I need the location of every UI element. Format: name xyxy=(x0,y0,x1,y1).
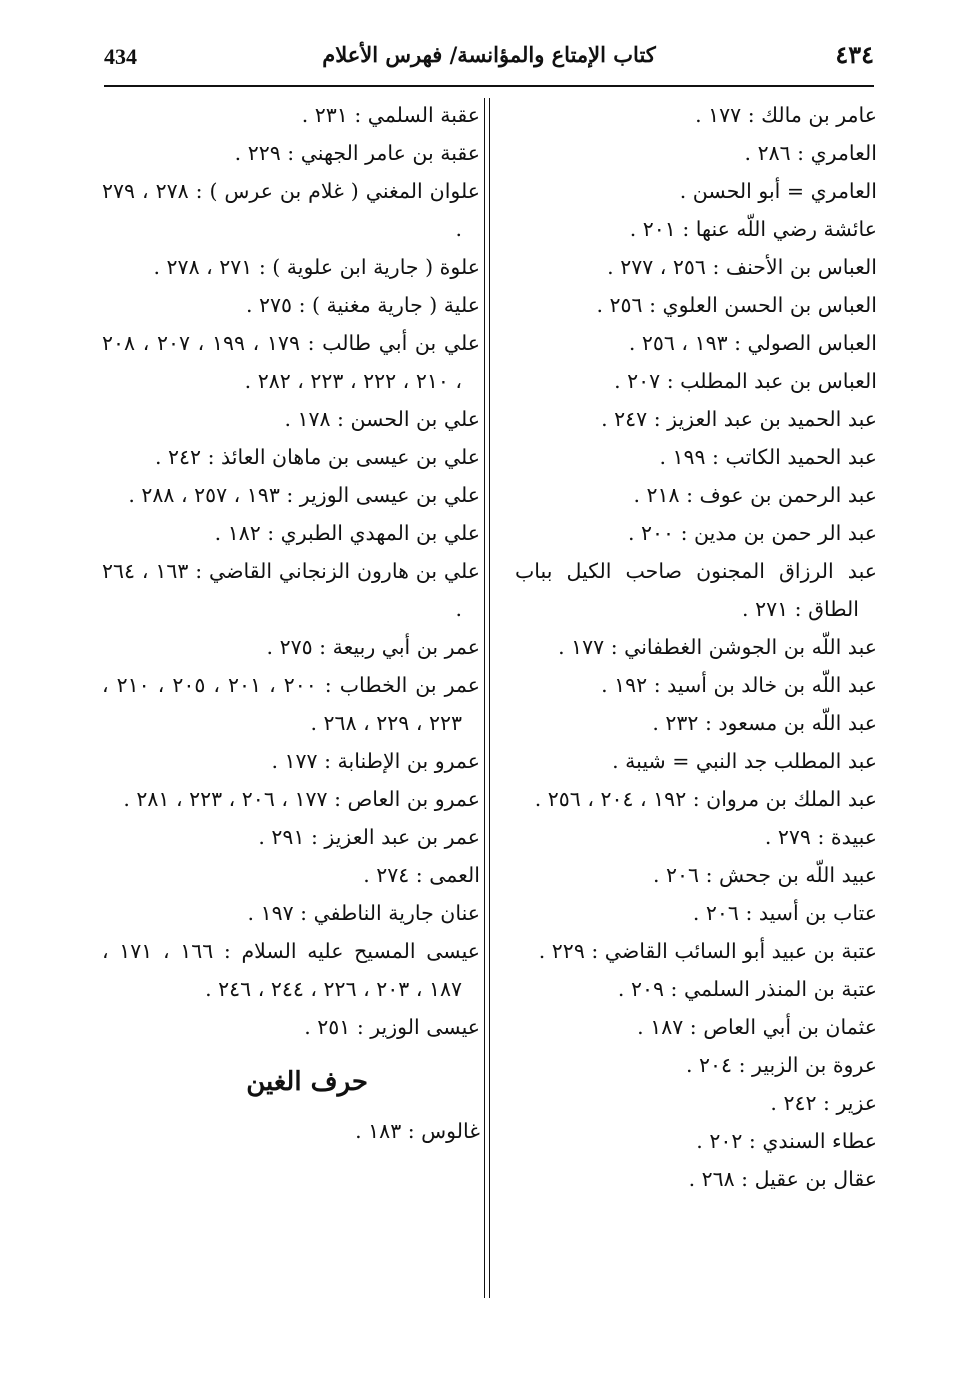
index-entry: عمر بن عبد العزيز : ٢٩١ . xyxy=(258,825,480,849)
index-entry: عامر بن مالك : ١٧٧ . xyxy=(695,103,877,127)
index-entry: عبد المطلب جد النبي = شيبة . xyxy=(612,749,877,773)
column-divider xyxy=(484,98,490,1298)
section-heading: حرف الغين xyxy=(246,1067,368,1097)
index-column-right xyxy=(515,96,877,1198)
index-entry: عقبة بن عامر الجهني : ٢٢٩ . xyxy=(234,141,480,165)
index-entry: عيسى الوزير : ٢٥١ . xyxy=(304,1015,480,1039)
index-entry: علي بن عيسى الوزير : ١٩٣ ، ٢٥٧ ، ٢٨٨ . xyxy=(128,483,480,507)
index-entry: علي بن الحسن : ١٧٨ . xyxy=(284,407,480,431)
page-header xyxy=(104,38,874,82)
index-entry: عزير : ٢٤٢ . xyxy=(770,1091,877,1115)
index-entry: علي بن المهدي الطبري : ١٨٢ . xyxy=(214,521,480,545)
index-entry: العباس بن عبد المطلب : ٢٠٧ . xyxy=(614,369,877,393)
index-entry: علية ( جارية مغنية ) : ٢٧٥ . xyxy=(245,293,480,317)
index-entry: عيسى المسيح عليه السلام : ١٦٦ ، ١٧١ ، ١٨٧ ، ٢٠٣ ، ٢٢٦ ، ٢٤٤ ، ٢٤٦ . xyxy=(102,939,481,1001)
index-entry: عائشة رضي اللّه عنها : ٢٠١ . xyxy=(629,217,877,241)
index-entry: عروة بن الزبير : ٢٠٤ . xyxy=(685,1053,877,1077)
index-entry: عبيد اللّه بن جحش : ٢٠٦ . xyxy=(652,863,877,887)
index-entry: العباس بن الأحنف : ٢٥٦ ، ٢٧٧ . xyxy=(607,255,877,279)
index-entry: عقبة السلمي : ٢٣١ . xyxy=(301,103,480,127)
index-entry: العامري : ٢٨٦ . xyxy=(744,141,877,165)
index-entry: عتاب بن أسيد : ٢٠٦ . xyxy=(692,901,877,925)
index-entry: علوان المغني ( غلام بن عرس ) : ٢٧٨ ، ٢٧٩ . xyxy=(102,179,480,241)
index-entry: عطاء السندي : ٢٠٢ . xyxy=(696,1129,877,1153)
index-entry: عبد الرحمن بن عوف : ٢١٨ . xyxy=(633,483,877,507)
index-entry: عبيدة : ٢٧٩ . xyxy=(764,825,877,849)
index-entry: العمى : ٢٧٤ . xyxy=(363,863,480,887)
index-entry: علي بن هارون الزنجاني القاضي : ١٦٣ ، ٢٦٤ . xyxy=(102,559,480,621)
header-rule xyxy=(104,85,874,87)
index-entry: عبد الملك بن مروان : ١٩٢ ، ٢٠٤ ، ٢٥٦ . xyxy=(534,787,877,811)
running-title: كتاب الإمتاع والمؤانسة/ فهرس الأعلام xyxy=(322,42,656,67)
index-entry: عبد اللّه بن الجوشن الغطفاني : ١٧٧ . xyxy=(558,635,877,659)
index-entry: عبد اللّه بن خالد بن أسيد : ١٩٢ . xyxy=(601,673,877,697)
index-entry: عتبة بن المنذر السلمي : ٢٠٩ . xyxy=(617,977,877,1001)
index-entry: غالوس : ١٨٣ . xyxy=(355,1119,480,1143)
index-entry: علي بن عيسى بن ماهان العائذ : ٢٤٢ . xyxy=(154,445,480,469)
index-entry: عبد اللّه بن مسعود : ٢٣٢ . xyxy=(652,711,877,735)
index-entry: عتبة بن عبيد أبو السائب القاضي : ٢٢٩ . xyxy=(538,939,877,963)
index-entry: عبد الرزاق المجنون صاحب الكيل بباب الطاق : ٢٧١ . xyxy=(515,559,877,621)
page-number-latin: 434 xyxy=(104,44,137,69)
index-column-left xyxy=(102,96,480,1150)
index-entry: عنان جارية الناطفي : ١٩٧ . xyxy=(247,901,480,925)
index-entry: عمرو بن العاص : ١٧٧ ، ٢٠٦ ، ٢٢٣ ، ٢٨١ . xyxy=(123,787,480,811)
index-entry: عبد الحميد بن عبد العزيز : ٢٤٧ . xyxy=(601,407,877,431)
page-number-arabic: ٤٣٤ xyxy=(835,40,874,69)
index-entry: عمر بن أبي ربيعة : ٢٧٥ . xyxy=(266,635,480,659)
index-entry: العامري = أبو الحسن . xyxy=(679,179,877,203)
index-entry: عبد الحميد الكاتب : ١٩٩ . xyxy=(659,445,877,469)
index-entry: عمرو بن الإطنابة : ١٧٧ . xyxy=(271,749,480,773)
index-entry: عبد الر حمن بن مدين : ٢٠٠ . xyxy=(627,521,877,545)
index-entry: علي بن أبي طالب : ١٧٩ ، ١٩٩ ، ٢٠٧ ، ٢٠٨ ، ٢١٠ ، ٢٢٢ ، ٢٢٣ ، ٢٨٢ . xyxy=(102,331,480,393)
index-entry: العباس الصولي : ١٩٣ ، ٢٥٦ . xyxy=(628,331,877,355)
index-entry: عمر بن الخطاب : ٢٠٠ ، ٢٠١ ، ٢٠٥ ، ٢١٠ ، ٢٢٣ ، ٢٢٩ ، ٢٦٨ . xyxy=(102,673,481,735)
index-entry: العباس بن الحسن العلوي : ٢٥٦ . xyxy=(596,293,877,317)
index-entry: علوة ( جارية ابن علوية ) : ٢٧١ ، ٢٧٨ . xyxy=(153,255,480,279)
index-entry: عثمان بن أبي العاص : ١٨٧ . xyxy=(637,1015,877,1039)
index-entry: عقال بن عقيل : ٢٦٨ . xyxy=(688,1167,877,1191)
